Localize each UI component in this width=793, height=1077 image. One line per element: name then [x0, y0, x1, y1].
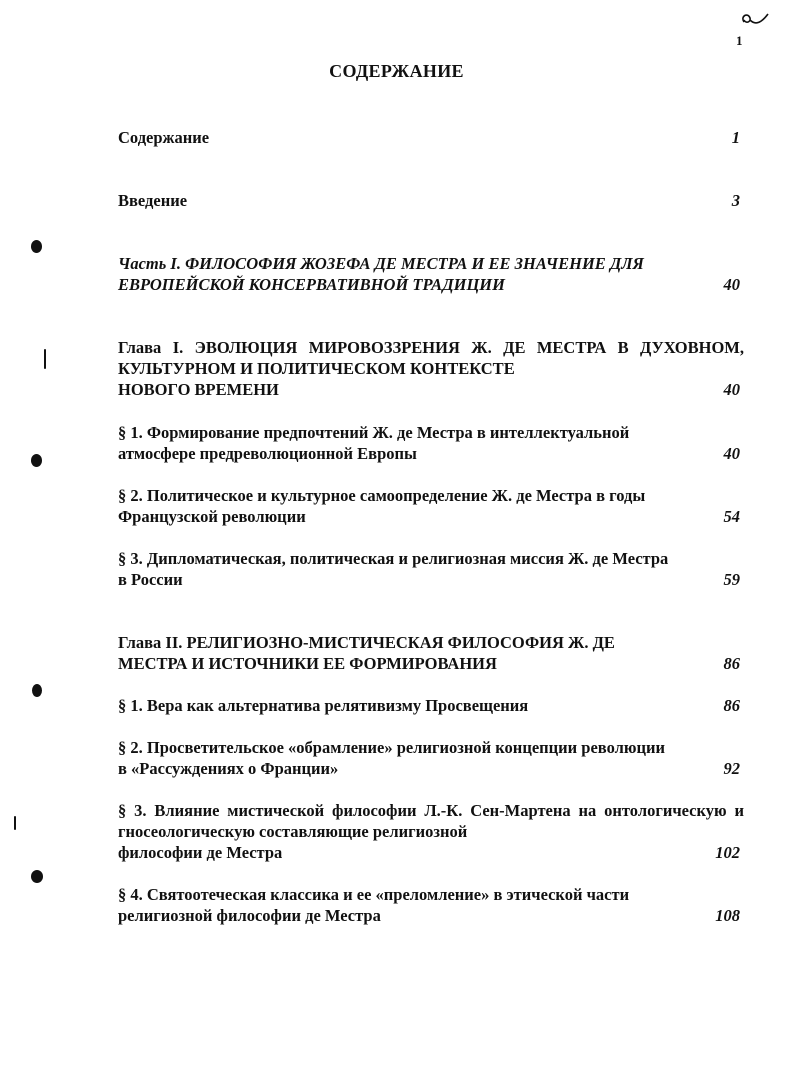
- toc-entry-page: 108: [715, 906, 740, 925]
- binder-hole-mark: [31, 870, 43, 883]
- toc-entry-page: 92: [723, 759, 740, 778]
- toc-entry-introduction[interactable]: [118, 190, 744, 211]
- toc-entry-page: 86: [723, 696, 740, 715]
- toc-entry-title-end: философии де Местра: [118, 843, 283, 862]
- toc-entry-title-end: в «Рассуждениях о Франции»: [118, 759, 339, 778]
- binder-hole-mark: [14, 816, 16, 830]
- toc-entry-chapter-2-section-2[interactable]: [118, 737, 744, 779]
- toc-entry-title: Глава I. ЭВОЛЮЦИЯ МИРОВОЗЗРЕНИЯ Ж. ДЕ МЕСТРА В ДУХОВНОМ, КУЛЬТУРНОМ И ПОЛИТИЧЕСКОМ КОНТЕКСТЕ: [118, 338, 744, 378]
- binder-hole-mark: [44, 349, 46, 369]
- toc-entry-title: § 4. Святоотеческая классика и ее «преломление» в этической части: [118, 885, 630, 904]
- toc-entry-contents[interactable]: [118, 127, 744, 148]
- toc-entry-title: Глава II. РЕЛИГИОЗНО-МИСТИЧЕСКАЯ ФИЛОСОФИЯ Ж. ДЕ: [118, 633, 615, 652]
- toc-entry-chapter-1-section-2[interactable]: [118, 485, 744, 527]
- toc-entry-title-end: религиозной философии де Местра: [118, 906, 381, 925]
- handwritten-mark-icon: [738, 8, 772, 30]
- toc-entry-title-end: НОВОГО ВРЕМЕНИ: [118, 380, 279, 399]
- toc-entry-title: § 3. Дипломатическая, политическая и религиозная миссия Ж. де Местра: [118, 549, 669, 568]
- toc-entry-title: § 1. Формирование предпочтений Ж. де Местра в интеллектуальной: [118, 423, 630, 442]
- toc-entry-page: 40: [723, 380, 740, 399]
- toc-entry-part-1[interactable]: [118, 253, 744, 295]
- toc-entry-page: 1: [731, 128, 740, 147]
- toc-entry-page: 40: [723, 444, 740, 463]
- page-title: СОДЕРЖАНИЕ: [329, 61, 464, 81]
- toc-entry-page: 40: [723, 275, 740, 294]
- toc-entry-chapter-1[interactable]: [118, 337, 744, 400]
- toc-entry-page: 86: [723, 654, 740, 673]
- toc-entry-chapter-2-section-3[interactable]: [118, 800, 744, 863]
- toc-entry-title-end: атмосфере предреволюционной Европы: [118, 444, 417, 463]
- toc-entry-page: 102: [715, 843, 740, 862]
- toc-entry-chapter-1-section-3[interactable]: [118, 548, 744, 590]
- toc-entry-page: 59: [723, 570, 740, 589]
- binder-hole-mark: [32, 684, 42, 697]
- corner-page-number: 1: [736, 33, 743, 48]
- toc-entry-title: § 1. Вера как альтернатива релятивизму Просвещения: [118, 696, 529, 715]
- toc-entry-page: 54: [723, 507, 740, 526]
- toc-entry-title: Содержание: [118, 128, 210, 147]
- toc-entry-title: Введение: [118, 191, 188, 210]
- toc-entry-title: § 2. Просветительское «обрамление» религиозной концепции революции: [118, 738, 666, 757]
- toc-entry-title: § 2. Политическое и культурное самоопределение Ж. де Местра в годы: [118, 486, 646, 505]
- toc-entry-title-end: Французской революции: [118, 507, 306, 526]
- binder-hole-mark: [31, 454, 42, 467]
- toc-entry-title: § 3. Влияние мистической философии Л.-К. Сен-Мартена на онтологическую и гносеологическую составляющие религиозной: [118, 801, 744, 841]
- toc-entry-chapter-2[interactable]: [118, 632, 744, 674]
- toc-entry-title-end: МЕСТРА И ИСТОЧНИКИ ЕЕ ФОРМИРОВАНИЯ: [118, 654, 497, 673]
- binder-hole-mark: [31, 240, 42, 253]
- toc-entry-chapter-2-section-1[interactable]: [118, 695, 744, 716]
- toc-entry-page: 3: [731, 191, 740, 210]
- toc-entry-chapter-1-section-1[interactable]: [118, 422, 744, 464]
- toc-entry-title-end: в России: [118, 570, 183, 589]
- toc-entry-chapter-2-section-4[interactable]: [118, 884, 744, 926]
- toc-entry-title-end: ЕВРОПЕЙСКОЙ КОНСЕРВАТИВНОЙ ТРАДИЦИИ: [118, 275, 505, 294]
- toc-entry-title: Часть I. ФИЛОСОФИЯ ЖОЗЕФА ДЕ МЕСТРА И ЕЕ ЗНАЧЕНИЕ ДЛЯ: [118, 254, 644, 273]
